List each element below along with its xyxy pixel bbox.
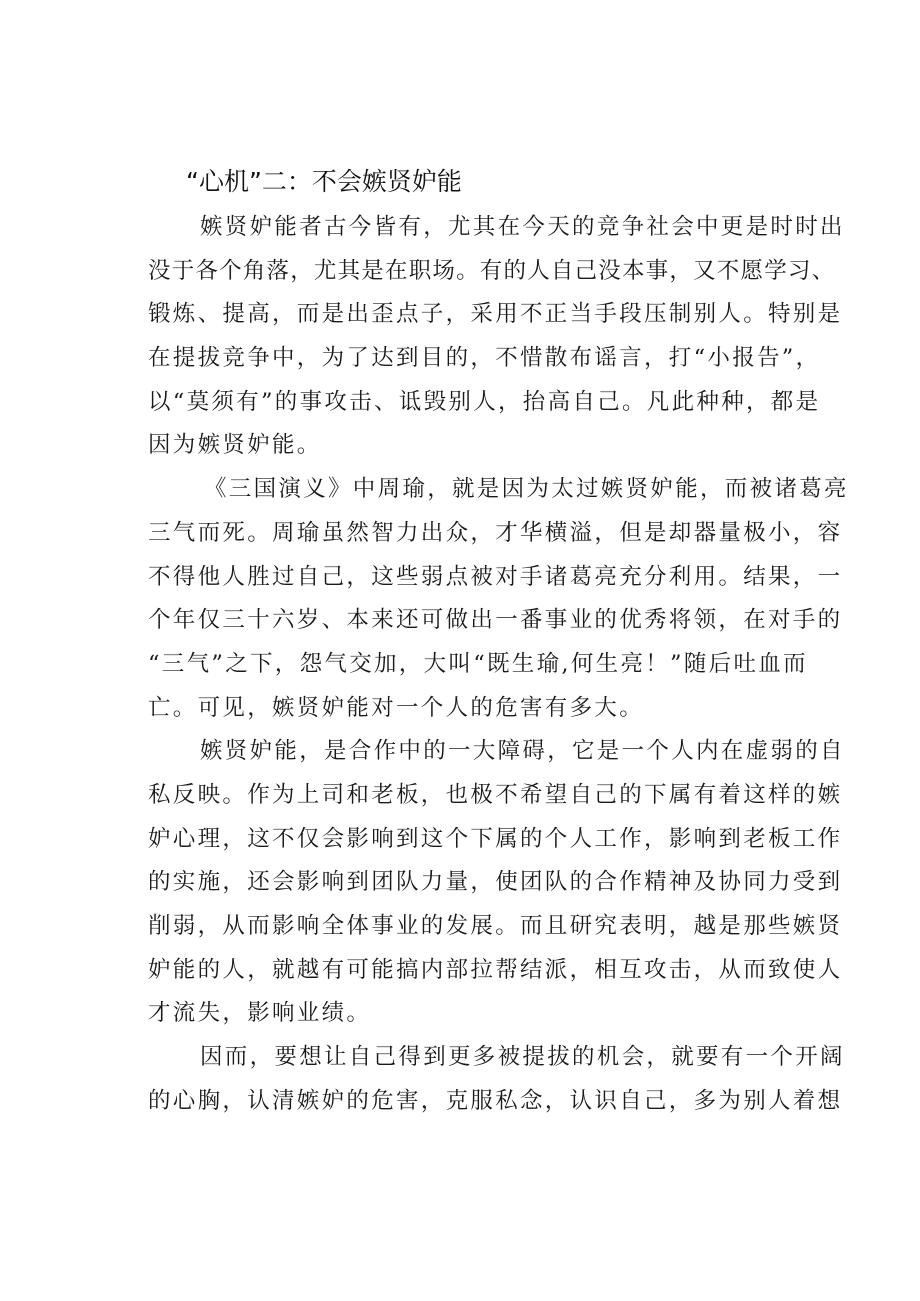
text-line: 因而，要想让自己得到更多被提拔的机会，就要有一个开阔 (200, 1044, 845, 1071)
text-line: 私反映。作为上司和老板，也极不希望自己的下属有着这样的嫉 (148, 781, 843, 808)
text-line: 才流失，影响业绩。 (148, 1000, 372, 1027)
text-line: 个年仅三十六岁、本来还可做出一番事业的优秀将领，在对手的 (148, 607, 843, 634)
text-line: 妒能的人，就越有可能搞内部拉帮结派，相互攻击，从而致使人 (148, 956, 843, 983)
document-body (148, 160, 849, 1123)
paragraph-4 (148, 1036, 845, 1123)
text-line: 《三国演义》中周瑜，就是因为太过嫉贤妒能，而被诸葛亮 (204, 476, 849, 503)
paragraph-3 (148, 730, 845, 1036)
text-line: 没于各个角落，尤其是在职场。有的人自己没本事，又不愿学习、 (148, 257, 836, 284)
section-heading: “心机”二：不会嫉贤妒能 (186, 167, 462, 196)
text-line: 以“莫须有”的事攻击、诋毁别人，抬高自己。凡此种种，都是 (148, 388, 821, 415)
text-line: 在提拔竞争中，为了达到目的，不惜散布谣言，打“小报告”， (148, 345, 821, 372)
paragraph-1 (148, 206, 845, 468)
text-line: “三气”之下，怨气交加，大叫“既生瑜,何生亮！”随后吐血而 (148, 650, 808, 677)
text-line: 削弱，从而影响全体事业的发展。而且研究表明，越是那些嫉贤 (148, 913, 843, 939)
text-line: 的实施，还会影响到团队力量，使团队的合作精神及协同力受到 (148, 869, 843, 896)
text-line: 因为嫉贤妒能。 (148, 432, 322, 459)
text-line: 三气而死。周瑜虽然智力出众，才华横溢，但是却器量极小，容 (148, 519, 843, 546)
paragraph-2 (148, 468, 849, 730)
text-line: 的心胸，认清嫉妒的危害，克服私念，认识自己，多为别人着想 (148, 1087, 843, 1114)
text-line: 不得他人胜过自己，这些弱点被对手诸葛亮充分利用。结果，一 (148, 563, 843, 590)
text-line: 锻炼、提高，而是出歪点子，采用不正当手段压制别人。特别是 (148, 301, 843, 328)
text-line: 嫉贤妒能者古今皆有，尤其在今天的竞争社会中更是时时出 (200, 214, 845, 240)
text-line: 亡。可见，嫉贤妒能对一个人的危害有多大。 (148, 694, 645, 721)
text-line: 妒心理，这不仅会影响到这个下属的个人工作，影响到老板工作 (148, 825, 843, 852)
text-line: 嫉贤妒能，是合作中的一大障碍，它是一个人内在虚弱的自 (200, 738, 845, 765)
